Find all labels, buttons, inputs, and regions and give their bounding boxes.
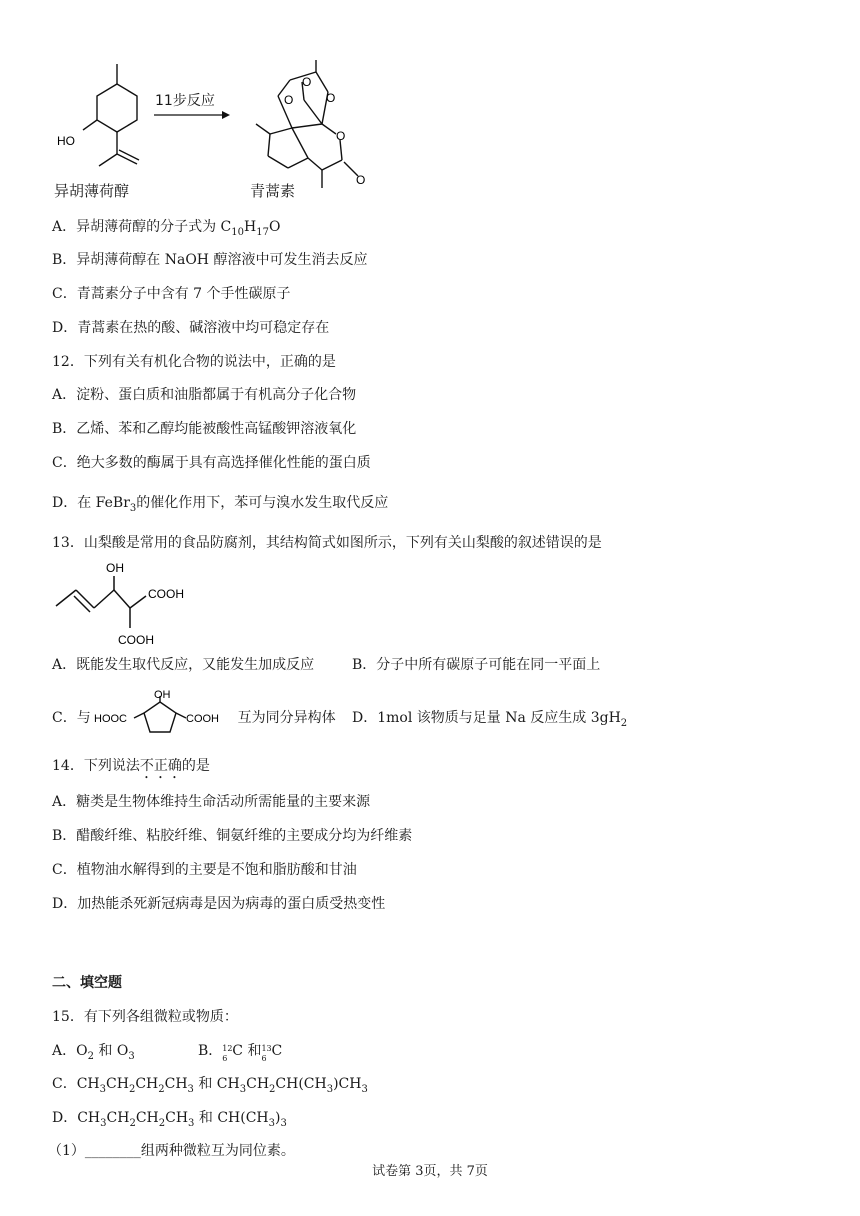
- o-label-1: O: [284, 93, 294, 107]
- formula-part: CH: [106, 1110, 130, 1126]
- q12-option-d: D．在 FeBr$_3$的催化作用下，苯可与溴水发生取代反应: [52, 495, 389, 514]
- reaction-arrow-label: 11步反应: [155, 93, 215, 109]
- o-label-5: O: [356, 173, 366, 187]
- formula-part: 3: [280, 1117, 287, 1129]
- nuclide-c13: 13 6: [261, 1044, 272, 1063]
- q12-stem: 12．下列有关有机化合物的说法中，正确的是: [52, 354, 336, 370]
- formula-part: 3: [187, 1083, 194, 1095]
- formula-part: CH: [165, 1110, 189, 1126]
- formula-part: 3: [99, 1083, 107, 1095]
- artemisinin-label: 青蒿素: [250, 182, 296, 200]
- q13-option-c-pre: C．与: [52, 710, 91, 726]
- section-title: 二、填空题: [52, 975, 122, 991]
- q13-cooh-label-2: COOH: [118, 633, 154, 647]
- q14-stem: 14．下列说法不正确的是: [52, 758, 210, 774]
- q15-sub1: （1）________组两种微粒互为同位素。: [48, 1143, 295, 1159]
- formula-part: 3: [188, 1117, 195, 1129]
- formula-part: 和 CH(CH: [194, 1110, 269, 1126]
- q15-option-a: A．$O_2$ 和 $O_3$: [52, 1043, 135, 1062]
- q13-option-a: A．既能发生取代反应，又能发生加成反应: [52, 657, 315, 673]
- q13-oh-label: OH: [106, 561, 124, 575]
- q13-option-d: D．1mol 该物质与足量 Na 反应生成 $3gH_2$: [352, 710, 628, 729]
- q15-options-ab: [52, 1042, 283, 1066]
- formula-part: 3: [268, 1117, 276, 1129]
- q14-option-a: A．糖类是生物体维持生命活动所需能量的主要来源: [52, 794, 371, 810]
- q14-option-d: D．加热能杀死新冠病毒是因为病毒的蛋白质受热变性: [52, 896, 386, 912]
- ho-label: HO: [57, 134, 75, 148]
- q11-option-c: C．青蒿素分子中含有 7 个手性碳原子: [52, 286, 291, 302]
- q13-stem: 13．山梨酸是常用的食品防腐剂，其结构简式如图所示，下列有关山梨酸的叙述错误的是: [52, 535, 602, 551]
- formula-part: 3: [100, 1117, 107, 1129]
- q15-option-c: [52, 1075, 368, 1099]
- q14-emphasis: 不正确: [139, 758, 182, 774]
- formula-part: )CH: [333, 1076, 362, 1092]
- q11-option-a: A．异胡薄荷醇的分子式为 $C_{10}H_{17}O$: [52, 219, 281, 238]
- q11-option-b: B．异胡薄荷醇在 NaOH 醇溶液中可发生消去反应: [52, 252, 368, 268]
- formula-part: 3: [326, 1083, 334, 1095]
- formula-part: 2: [269, 1083, 276, 1095]
- q15-stem: 15．有下列各组微粒或物质：: [52, 1009, 238, 1025]
- formula-part: 2: [158, 1083, 165, 1095]
- q13-cooh-label-1: COOH: [148, 587, 184, 601]
- ring-oh-label: OH: [154, 689, 171, 701]
- formula-part: 2: [128, 1083, 136, 1095]
- formula-part: CH: [135, 1110, 159, 1126]
- formula-part: 2: [158, 1117, 166, 1129]
- ring-cooh-label: COOH: [186, 713, 219, 725]
- ring-hooc-label: HOOC: [94, 713, 127, 725]
- formula-part: CH: [135, 1076, 159, 1092]
- q14-option-b: B．醋酸纤维、粘胶纤维、铜氨纤维的主要成分均为纤维素: [52, 828, 413, 844]
- artemisinin-structure: [240, 52, 380, 192]
- reaction-arrow: [152, 108, 232, 122]
- o-label-3: O: [326, 91, 336, 105]
- q12-option-c: C．绝大多数的酶属于具有高选择催化性能的蛋白质: [52, 455, 371, 471]
- q12-option-b: B．乙烯、苯和乙醇均能被酸性高锰酸钾溶液氧化: [52, 421, 357, 437]
- q15-option-d: [52, 1109, 287, 1133]
- o-label-4: O: [336, 129, 346, 143]
- formula-part: CH(CH: [275, 1076, 327, 1092]
- q12-option-a: A．淀粉、蛋白质和油脂都属于有机高分子化合物: [52, 387, 357, 403]
- formula-part: C．CH: [52, 1076, 100, 1092]
- formula-part: 2: [129, 1117, 136, 1129]
- q13-options-ab: [52, 656, 601, 674]
- formula-part: CH: [164, 1076, 188, 1092]
- formula-part: 3: [361, 1083, 368, 1095]
- q15-option-b: B． 12 6 C 和 13 6 C: [198, 1043, 283, 1063]
- formula-part: 3: [239, 1083, 247, 1095]
- formula-part: 和 CH: [193, 1076, 240, 1092]
- formula-part: ): [275, 1110, 281, 1126]
- isopulegol-label: 异胡薄荷醇: [54, 182, 130, 200]
- q13-ring-structure: [92, 688, 230, 742]
- q13-option-b: B．分子中所有碳原子可能在同一平面上: [352, 657, 601, 673]
- formula-part: D．CH: [52, 1110, 101, 1126]
- q14-option-c: C．植物油水解得到的主要是不饱和脂肪酸和甘油: [52, 862, 357, 878]
- o-label-2: O: [302, 75, 312, 89]
- q13-option-c-post: 互为同分异构体: [237, 710, 336, 726]
- q13-structure: [52, 558, 202, 650]
- formula-part: CH: [106, 1076, 129, 1092]
- q11-option-d: D．青蒿素在热的酸、碱溶液中均可稳定存在: [52, 320, 330, 336]
- formula-part: CH: [246, 1076, 270, 1092]
- page-footer: 试卷第 3页，共 7页: [372, 1164, 488, 1179]
- nuclide-c12: 12 6: [222, 1044, 233, 1063]
